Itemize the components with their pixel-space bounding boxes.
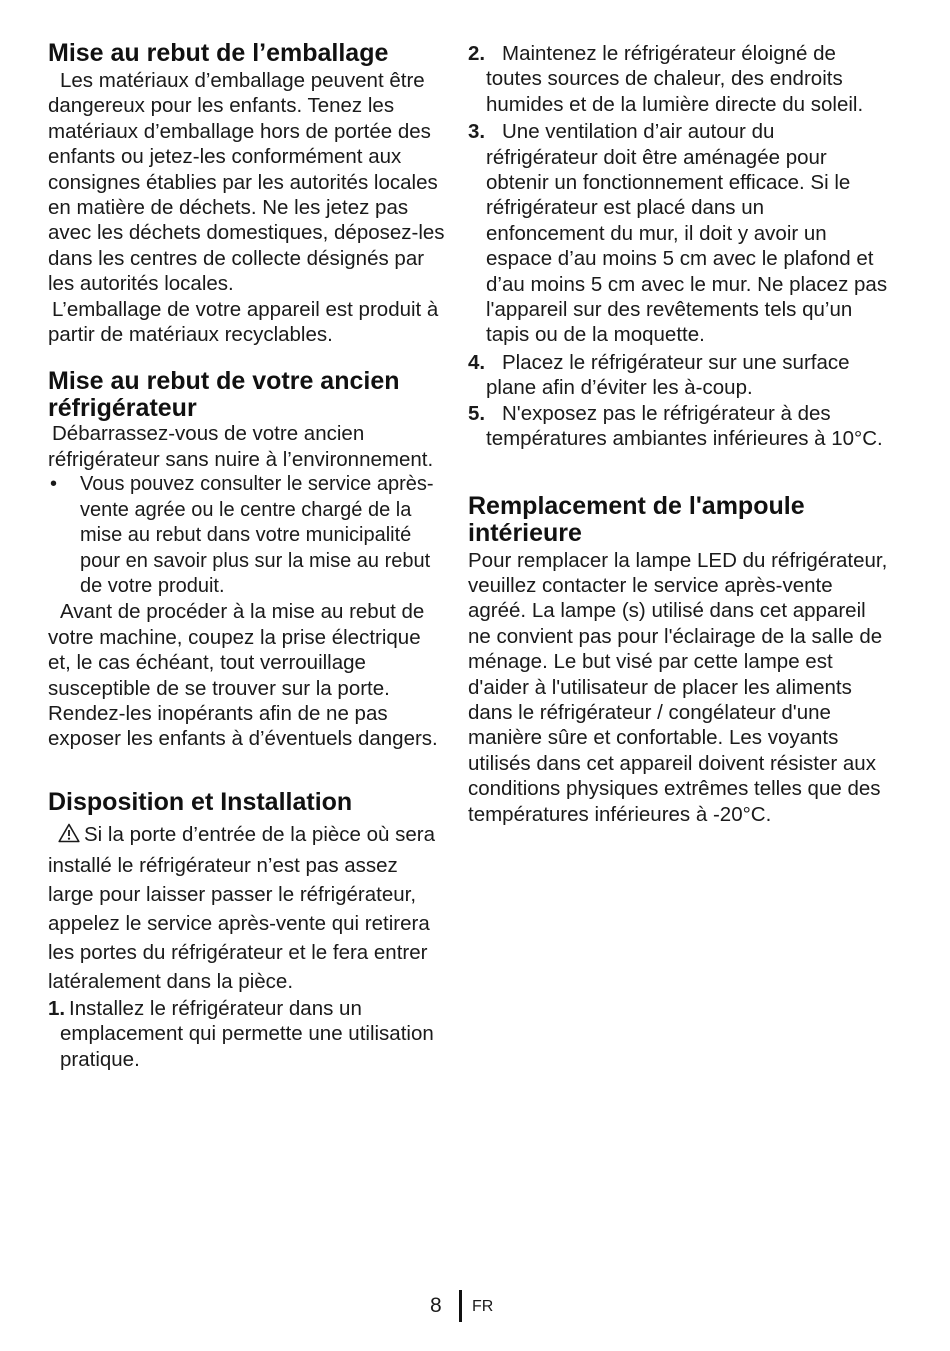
warning-triangle-icon (58, 822, 80, 851)
installation-item-1 (48, 996, 448, 1072)
installation-item-4 (468, 350, 888, 401)
bullet-text: Vous pouvez consulter le service après-vente agrée ou le centre chargé de la mise au rebut dans votre municipalité pour en savoir plus sur la mise au rebut de votre produit. (80, 473, 434, 597)
section-title-old-fridge-disposal: Mise au rebut de votre ancien réfrigérateur (48, 367, 400, 423)
old-fridge-intro-paragraph: Débarrassez-vous de votre ancien réfrigérateur sans nuire à l’environnement. (48, 422, 434, 471)
installation-warning (48, 820, 448, 996)
item-text: Maintenez le réfrigérateur éloigné de toutes sources de chaleur, des endroits humides et de la lumière directe du soleil. (486, 42, 864, 116)
item-text: Une ventilation d’air autour du réfrigérateur doit être aménagée pour obtenir un fonctionnement efficace. Si le réfrigérateur est placé dans un enfoncement du mur, il doit y avoir un espace d’au moins 5 cm avec le plafond et d’au moins 5 cm avec le mur. Ne placez pas l'appareil sur des revêtements tels qu’un tapis ou de la moquette. (486, 120, 888, 347)
item-number: 4. (468, 350, 486, 374)
right-column (468, 41, 888, 827)
installation-item-2 (468, 41, 888, 117)
packaging-recyclable-paragraph: L’emballage de votre appareil est produit à partir de matériaux recyclables. (48, 297, 439, 347)
item-number: 1. (48, 996, 66, 1020)
footer-divider (459, 1290, 462, 1322)
item-number: 5. (468, 401, 486, 425)
section-title-bulb-replacement: Remplacement de l'ampoule intérieure (468, 491, 805, 547)
item-text: Placez le réfrigérateur sur une surface plane afin d’éviter les à-coup. (486, 350, 850, 400)
warning-text: Si la porte d’entrée de la pièce où sera installé le réfrigérateur n’est pas assez large pour laisser passer le réfrigérateur, appelez le service après-vente qui retirera les portes du réfrigérateur et le fera entrer latéralement dans la pièce. (48, 822, 436, 993)
section-title-installation: Disposition et Installation (48, 787, 353, 816)
item-number: 3. (468, 120, 486, 144)
item-text: Installez le réfrigérateur dans un emplacement qui permette une utilisation pratique. (60, 996, 434, 1071)
installation-item-5 (468, 401, 888, 452)
old-fridge-safety-paragraph: Avant de procéder à la mise au rebut de votre machine, coupez la prise électrique et, le cas échéant, tout verrouillage susceptible de se trouver sur la porte. Rendez-les inopérants afin de ne pas exposer les enfants à d’éventuels dangers. (48, 600, 438, 751)
old-fridge-bullet-item (48, 472, 448, 599)
bulb-replacement-paragraph: Pour remplacer la lampe LED du réfrigérateur, veuillez contacter le service après-vente agréé. La lampe (s) utilisé dans cet appareil ne convient pas pour l'éclairage de la salle de ménage. Le but visé par cette lampe est d'aider à l'utilisateur de placer les aliments dans le réfrigérateur / congélateur d'une manière sûre et confortable. Les voyants utilisés dans cet appareil doivent résister aux conditions physiques extrêmes telles que des températures inférieures à -20°C. (468, 548, 888, 826)
item-text: N'exposez pas le réfrigérateur à des températures ambiantes inférieures à 10°C. (486, 401, 883, 451)
packaging-paragraph: Les matériaux d’emballage peuvent être dangereux pour les enfants. Tenez les matériaux d’emballage hors de portée des enfants ou jetez-les conformément aux consignes établies par les autorités locales en matière de déchets. Ne les jetez pas avec les déchets domestiques, déposez-les dans les centres de collecte désignés par les autorités locales. (48, 69, 445, 296)
page-number: 8 (430, 1294, 442, 1317)
language-code: FR (472, 1298, 494, 1315)
page-footer (0, 1290, 950, 1324)
warning-paragraph (48, 820, 448, 996)
section-title-packaging-disposal: Mise au rebut de l’emballage (48, 39, 389, 67)
installation-item-3 (468, 119, 888, 348)
item-number: 2. (468, 42, 486, 65)
left-column (48, 40, 448, 1072)
bullet-mark: • (50, 473, 58, 496)
